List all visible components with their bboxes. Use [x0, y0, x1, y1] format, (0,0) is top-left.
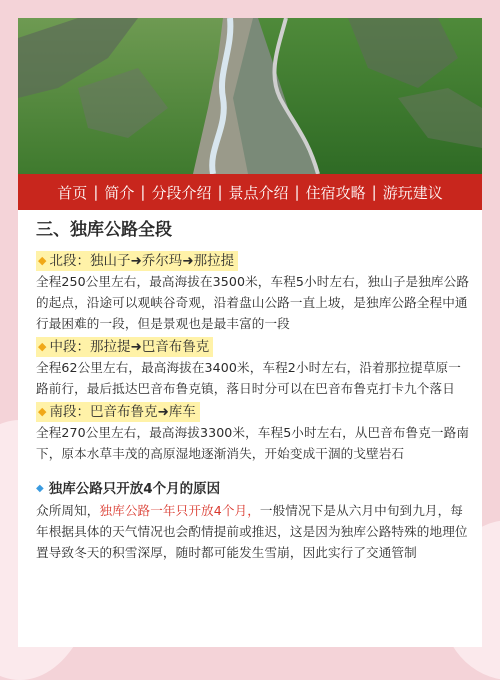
reason-title-text: 独库公路只开放4个月的原因	[48, 481, 221, 497]
nav-item-lodging[interactable]: 住宿攻略	[305, 183, 366, 202]
segment-title-text: 南段：巴音布鲁克➜库车	[49, 404, 196, 420]
nav-item-attractions[interactable]: 景点介绍	[228, 183, 289, 202]
nav-bar	[18, 174, 482, 210]
nav-separator: |	[93, 183, 99, 201]
section-title: 三、独库公路全段	[36, 220, 172, 240]
blue-diamond-icon: ◆	[36, 483, 44, 494]
segment-text: 全程270公里左右，最高海拔3300米，车程5小时左右，从巴音布鲁克一路南下，原本水草丰茂的高原湿地逐渐消失，开始变成干涸的戈壁岩石	[36, 425, 470, 461]
yellow-diamond-icon: ◆	[38, 340, 47, 353]
nav-separator: |	[294, 183, 300, 201]
nav-item-tips[interactable]: 游玩建议	[382, 183, 443, 202]
reason-text	[36, 500, 472, 563]
nav-separator: |	[140, 183, 146, 201]
segment-text: 全程250公里左右，最高海拔在3500米，车程5小时左右，独山子是独库公路的起点，沿途可以观峡谷奇观，沿着盘山公路一直上坡，是独库公路全程中通行最困难的一段，但是景观也是最丰富的一段	[36, 274, 470, 331]
reason-title	[36, 478, 472, 500]
nav-item-intro[interactable]: 简介	[104, 183, 135, 202]
reason-highlight: 独库公路一年只开放4个月，	[99, 503, 260, 518]
article-content	[36, 218, 472, 564]
yellow-diamond-icon: ◆	[38, 405, 47, 418]
segment-north	[36, 249, 472, 334]
segment-title-text: 中段：那拉提➜巴音布鲁克	[49, 339, 210, 355]
reason-text-before: 众所周知，	[36, 503, 100, 518]
nav-item-home[interactable]: 首页	[57, 183, 88, 202]
nav-item-segments[interactable]: 分段介绍	[151, 183, 212, 202]
reason-text-after: 一般情况下是从六月中旬到九月，每年根据具体的天气情况也会酌情提前或推迟，这是因为独库公路特殊的地理位置导致冬天的积雪深厚，随时都可能发生雪崩，因此实行了交通管制	[36, 503, 468, 560]
nav-separator: |	[217, 183, 223, 201]
segment-title	[36, 337, 213, 357]
article-card	[18, 18, 482, 647]
segment-middle	[36, 335, 472, 399]
yellow-diamond-icon: ◆	[38, 254, 47, 267]
segment-title-text: 北段：独山子➜乔尔玛➜那拉提	[49, 253, 235, 269]
segment-text: 全程62公里左右，最高海拔在3400米，车程2小时左右，沿着那拉提草原一路前行，最后抵达巴音布鲁克镇，落日时分可以在巴音布鲁克打卡九个落日	[36, 360, 461, 396]
segment-title	[36, 251, 238, 271]
segment-title	[36, 402, 200, 422]
nav-separator: |	[371, 183, 377, 201]
mountain-road-photo	[18, 18, 482, 174]
segment-south	[36, 400, 472, 464]
